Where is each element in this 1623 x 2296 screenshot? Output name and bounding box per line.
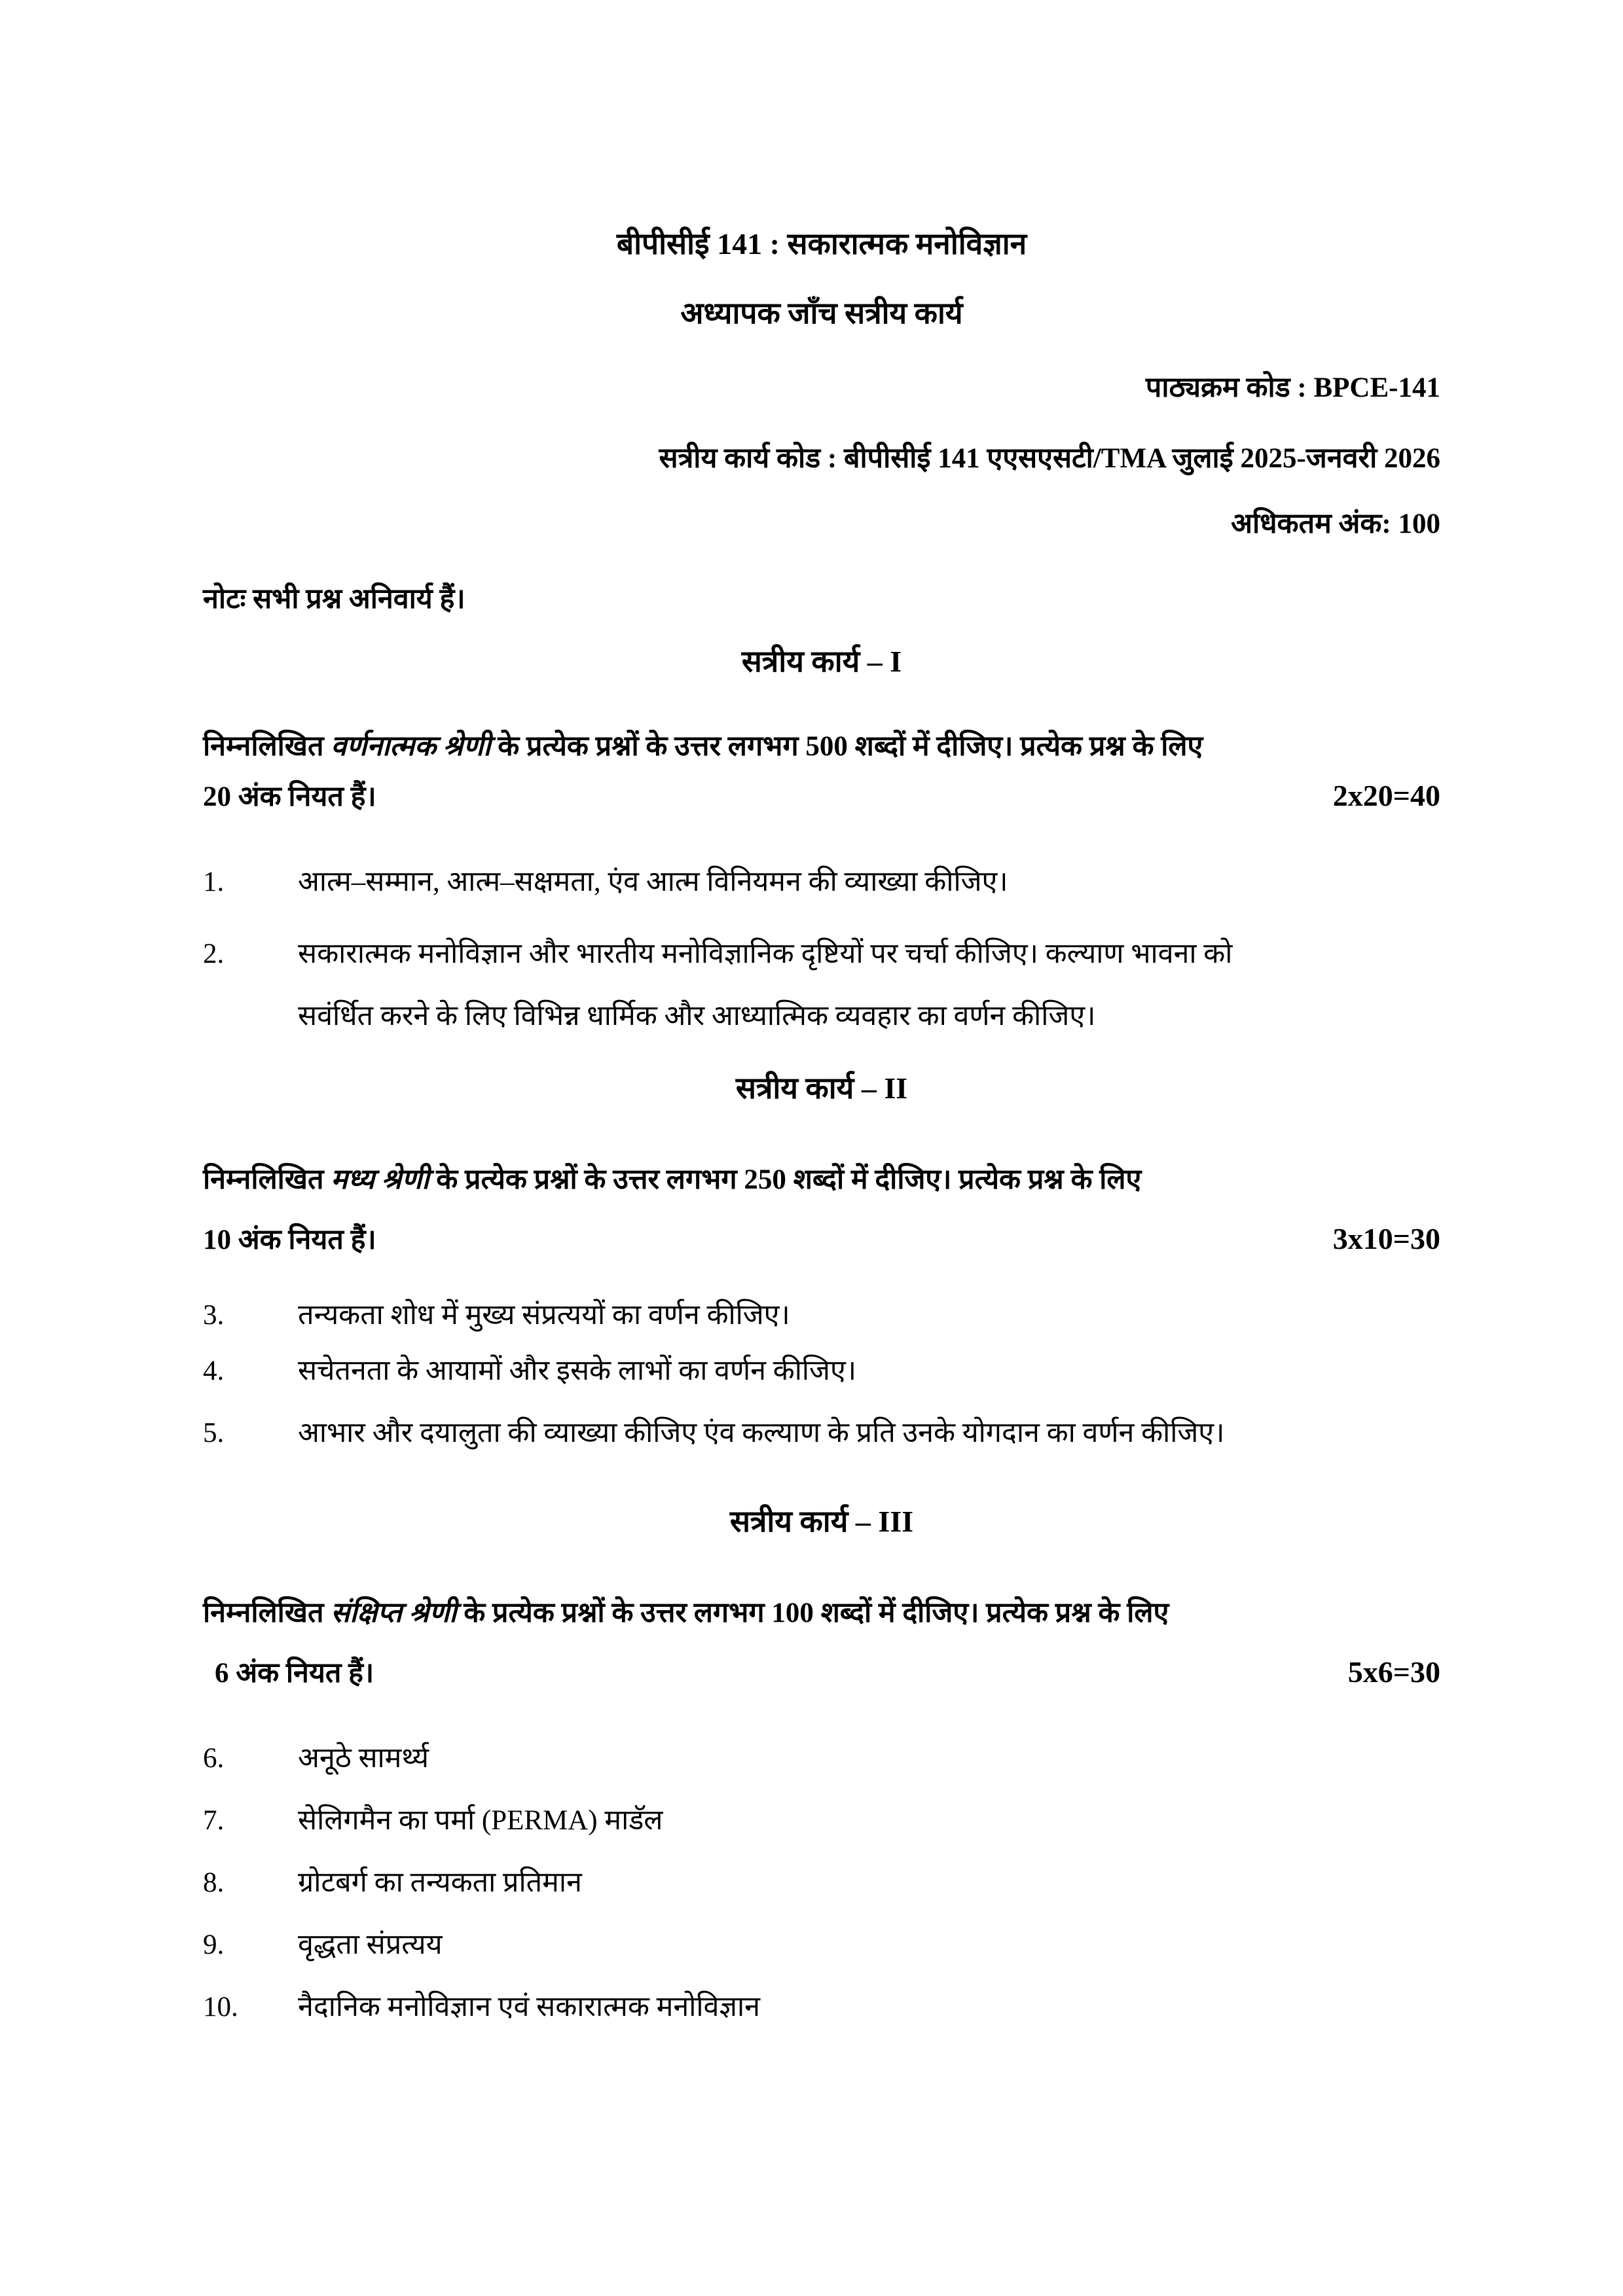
section-3-marks-per-question: 6 अंक नियत हैं। [215, 1658, 374, 1689]
assignment-type-title: अध्यापक जाँच सत्रीय कार्य [680, 296, 963, 330]
question-9-text: वृद्धता संप्रत्यय [298, 1929, 443, 1960]
course-code-line: पाठ्यक्रम कोड : BPCE-141 [1145, 372, 1440, 403]
section-3-instruction-line1 [203, 1582, 1440, 1644]
question-7-text: सेलिगमैन का पर्मा (PERMA) माडॅल [298, 1805, 663, 1836]
section-2-instruction-line2 [203, 1208, 1440, 1271]
question-4-number: 4. [203, 1355, 225, 1386]
question-2-number: 2. [203, 939, 225, 969]
section-3-heading: सत्रीय कार्य – III [729, 1505, 914, 1538]
question-7-number: 7. [203, 1805, 225, 1836]
question-1 [203, 851, 1440, 913]
question-4 [203, 1340, 1440, 1402]
question-9 [203, 1914, 1440, 1976]
section-1-heading: सत्रीय कार्य – I [741, 645, 902, 678]
question-1-text: आत्म–सम्मान, आत्म–सक्षमता, एंव आत्म विनियमन की व्याख्या कीजिए। [298, 867, 1008, 897]
question-5 [203, 1402, 1440, 1464]
question-1-number: 1. [203, 867, 225, 897]
max-marks-line: अधिकतम अंक: 100 [1231, 509, 1440, 539]
section-1-marks-per-question: 20 अंक नियत हैं। [203, 781, 376, 812]
section-2-instruction-line1 [203, 1149, 1440, 1211]
section-3-instruction-suffix: के प्रत्येक प्रश्नों के उत्तर लगभग 100 शब्दों में दीजिए। प्रत्येक प्रश्न के लिए [456, 1598, 1169, 1628]
section-2-instruction-suffix: के प्रत्येक प्रश्नों के उत्तर लगभग 250 शब्दों में दीजिए। प्रत्येक प्रश्न के लिए [429, 1164, 1142, 1195]
question-6 [203, 1727, 1440, 1789]
question-8-number: 8. [203, 1867, 225, 1898]
question-10 [203, 1976, 1440, 2038]
section-1-instruction-prefix: निम्नलिखित [203, 731, 331, 762]
section-2-marks-per-question: 10 अंक नियत हैं। [203, 1225, 376, 1255]
note-line: नोटः सभी प्रश्न अनिवार्य हैं। [203, 584, 465, 615]
question-4-text: सचेतनता के आयामों और इसके लाभों का वर्णन कीजिए। [298, 1355, 857, 1386]
question-8-text: ग्रोटबर्ग का तन्यकता प्रतिमान [298, 1867, 582, 1898]
question-2-text: सकारात्मक मनोविज्ञान और भारतीय मनोविज्ञानिक दृष्टियों पर चर्चा कीजिए। कल्याण भावना को सवंर्धित करने के लिए विभिन्न धार्मिक और आध्यात्मिक व्यवहार का वर्णन कीजिए। [298, 939, 1233, 1031]
question-8 [203, 1852, 1440, 1914]
question-10-number: 10. [203, 1992, 238, 2022]
question-3-number: 3. [203, 1300, 225, 1331]
section-3-instruction-line2 [203, 1641, 1440, 1704]
question-3 [203, 1284, 1440, 1346]
question-5-text: आभार और दयालुता की व्याख्या कीजिए एंव कल्याण के प्रति उनके योगदान का वर्णन कीजिए। [298, 1418, 1225, 1448]
question-3-text: तन्यकता शोध में मुख्य संप्रत्ययों का वर्णन कीजिए। [298, 1300, 790, 1331]
section-3-instruction-prefix: निम्नलिखित [203, 1598, 331, 1628]
question-2 [203, 923, 1440, 1047]
course-title: बीपीसीई 141 : सकारात्मक मनोविज्ञान [616, 227, 1027, 260]
section-2-instruction-prefix: निम्नलिखित [203, 1164, 331, 1195]
section-1-instruction-suffix: के प्रत्येक प्रश्नों के उत्तर लगभग 500 शब्दों में दीजिए। प्रत्येक प्रश्न के लिए [490, 731, 1203, 762]
question-5-number: 5. [203, 1418, 225, 1448]
section-1-category: वर्णनात्मक श्रेणी [331, 731, 491, 762]
section-2-heading: सत्रीय कार्य – II [735, 1071, 908, 1105]
section-3-category: संक्षिप्त श्रेणी [331, 1598, 457, 1628]
question-7 [203, 1789, 1440, 1852]
section-2-category: मध्य श्रेणी [331, 1164, 429, 1195]
section-1-marks-formula: 2x20=40 [1332, 779, 1440, 812]
question-10-text: नैदानिक मनोविज्ञान एवं सकारात्मक मनोविज्ञान [298, 1992, 760, 2022]
section-2-marks-formula: 3x10=30 [1332, 1222, 1440, 1255]
assignment-code-line: सत्रीय कार्य कोड : बीपीसीई 141 एएसएसटी/TMA जुलाई 2025-जनवरी 2026 [659, 443, 1440, 474]
question-6-text: अनूठे सामर्थ्य [298, 1743, 429, 1774]
section-3-marks-formula: 5x6=30 [1347, 1655, 1440, 1689]
question-9-number: 9. [203, 1929, 225, 1960]
question-6-number: 6. [203, 1743, 225, 1774]
